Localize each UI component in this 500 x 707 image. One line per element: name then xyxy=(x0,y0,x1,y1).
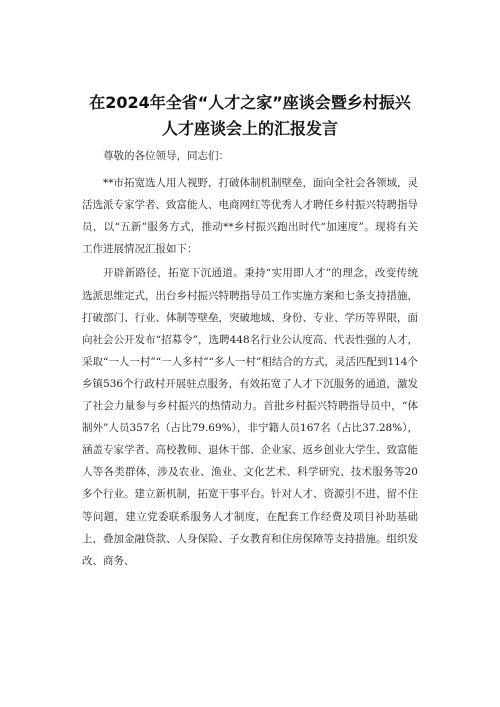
paragraph-intro: **市拓宽选人用人视野，打破体制机制壁垒，面向全社会各领域，灵活选派专家学者、致富能人、电商网红等优秀人才聘任乡村振兴特聘指导员，以“五新”服务方式，推动**乡村振兴跑出时代“加速度”。现将有关工作进展情况汇报如下： xyxy=(82,177,418,256)
document-title xyxy=(60,90,440,142)
title-line-2: 人才座谈会上的汇报发言 xyxy=(161,119,338,138)
title-line-1: 在2024年全省“人才之家”座谈会暨乡村振兴 xyxy=(89,93,411,112)
document-body xyxy=(82,145,418,572)
paragraph-new-path: 开辟新路径，拓宽下沉通道。秉持“实用即人才”的理念，改变传统选派思维定式，出台乡村振兴特聘指导员工作实施方案和七条支持措施，打破部门、行业、体制等壁垒，突破地域、身份、专业、学历等界限，面向社会公开发布“招募令”，选聘448名行业公认度高、代表性强的人才，采取“一人一村”“一人多村”“多人一村”相结合的方式，灵活匹配到114个乡镇536个行政村开展驻点服务，有效拓宽了人才下沉服务的通道，激发了社会力量参与乡村振兴的热情动力。首批乡村振兴特聘指导员中，“体制外”人员357名（占比79.69%），非宁籍人员167名（占比37.28%），涵盖专家学者、高校教师、退休干部、企业家、返乡创业大学生、致富能人等各类群体，涉及农业、渔业、文化艺术、科学研究、技术服务等20多个行业。建立新机制，拓宽干事平台。针对人才、资源引不进、留不住等问题，建立党委联系服务人才制度，在配套工作经费及项目补助基础上，叠加金融贷款、人身保险、子女教育和住房保障等支持措施。组织发改、商务、 xyxy=(82,267,418,567)
salutation: 尊敬的各位领导，同志们： xyxy=(103,150,229,162)
